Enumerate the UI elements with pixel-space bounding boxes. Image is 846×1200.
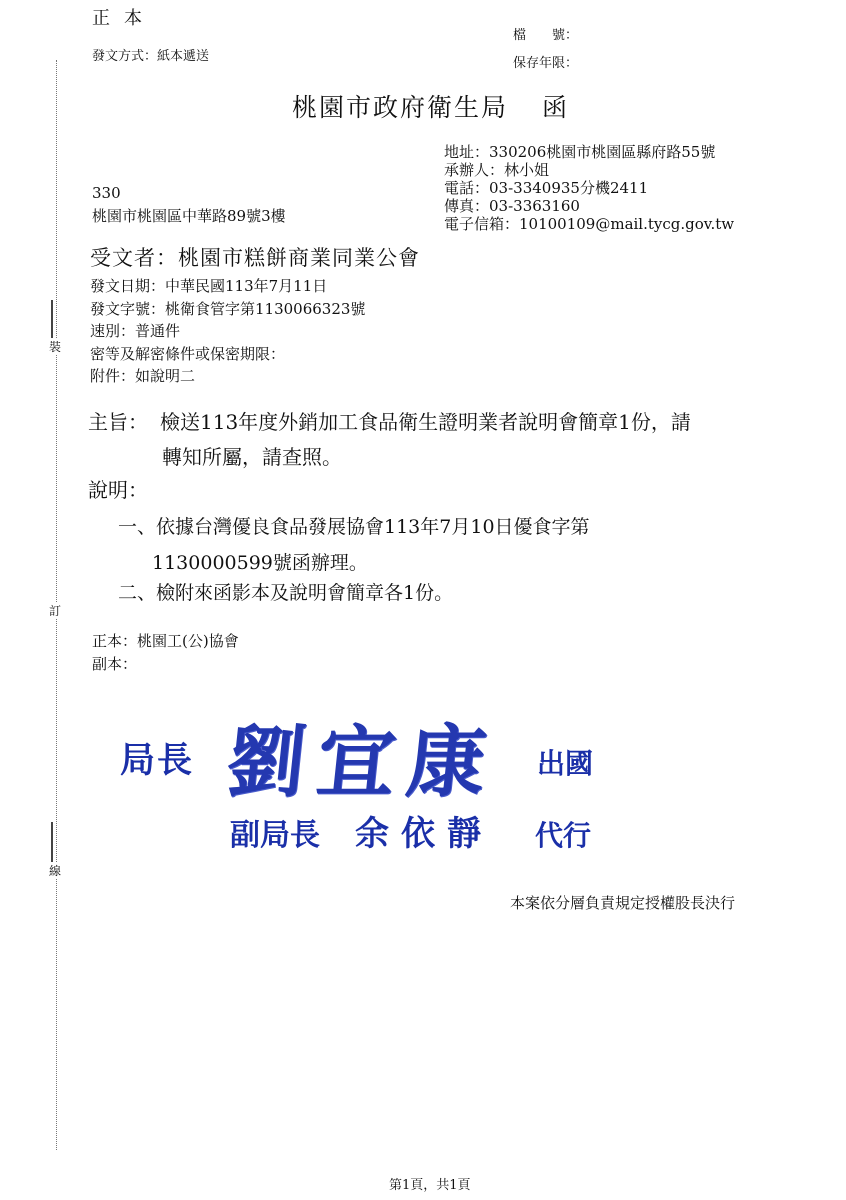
subject-line-1: 檢送113年度外銷加工食品衛生證明業者說明會簡章1份，請 <box>160 410 691 434</box>
binding-mark-zhuang: 裝 <box>48 340 61 354</box>
binding-tick-bottom <box>51 822 53 867</box>
director-status-stamp: 出國 <box>537 747 594 780</box>
copy-type: 正本 <box>92 8 156 29</box>
description-item-2: 二、檢附來函影本及說明會簡章各1份。 <box>118 582 454 604</box>
director-name-stamp: 劉宜康 <box>222 717 503 808</box>
sender-address: 地址：330206桃園市桃園區縣府路55號 <box>444 143 716 161</box>
issue-date: 發文日期：中華民國113年7月11日 <box>90 277 328 295</box>
retention-period-label: 保存年限： <box>513 56 579 71</box>
security-level: 密等及解密條件或保密期限： <box>90 344 286 363</box>
sender-info <box>444 143 734 233</box>
deputy-status-stamp: 代行 <box>535 819 592 852</box>
description-item-1-line-2: 1130000599號函辦理。 <box>152 552 368 574</box>
deputy-title-stamp: 副局長 <box>230 818 320 853</box>
file-number-label: 檔 號： <box>513 28 579 43</box>
send-method: 發文方式：紙本遞送 <box>92 49 210 64</box>
sender-fax: 傳真：03-3363160 <box>444 197 580 215</box>
recipient-zip: 330 <box>92 184 121 202</box>
subject-line-2: 轉知所屬，請查照。 <box>162 445 342 469</box>
description-item-1-line-1: 一、依據台灣優良食品發展協會113年7月10日優食字第 <box>118 516 590 538</box>
sender-phone: 電話：03-3340935分機2411 <box>444 179 649 197</box>
document-title <box>292 88 569 124</box>
copies <box>92 630 239 676</box>
subject-label: 主旨： <box>88 410 148 434</box>
document-kind: 函 <box>542 93 570 122</box>
document-meta <box>90 275 365 388</box>
page-number: 第1頁，共1頁 <box>389 1178 471 1193</box>
subject <box>88 405 808 475</box>
agency-name: 桃園市政府衛生局 <box>292 93 509 122</box>
sender-contact: 承辦人：林小姐 <box>444 161 550 179</box>
binding-mark-ding: 訂 <box>48 604 61 618</box>
sender-email: 電子信箱：10100109@mail.tycg.gov.tw <box>444 215 735 233</box>
director-title-stamp: 局長 <box>120 741 195 781</box>
description-item-1 <box>118 509 590 581</box>
duplicate-recipient: 副本： <box>92 655 138 673</box>
original-recipient: 正本：桃園工(公)協會 <box>92 632 239 650</box>
delegation-note: 本案依分層負責規定授權股長決行 <box>510 894 736 912</box>
recipient-address: 桃園市桃園區中華路89號3樓 <box>92 207 286 225</box>
document-number: 發文字號：桃衛食管字第1130066323號 <box>90 299 366 318</box>
recipient: 受文者：桃園市糕餅商業同業公會 <box>90 246 420 270</box>
binding-mark-xian: 線 <box>48 864 61 878</box>
attachment: 附件：如說明二 <box>90 367 196 385</box>
speed-level: 速別：普通件 <box>90 322 181 340</box>
deputy-name-stamp: 余依靜 <box>355 814 493 854</box>
description-label: 說明： <box>88 478 148 502</box>
